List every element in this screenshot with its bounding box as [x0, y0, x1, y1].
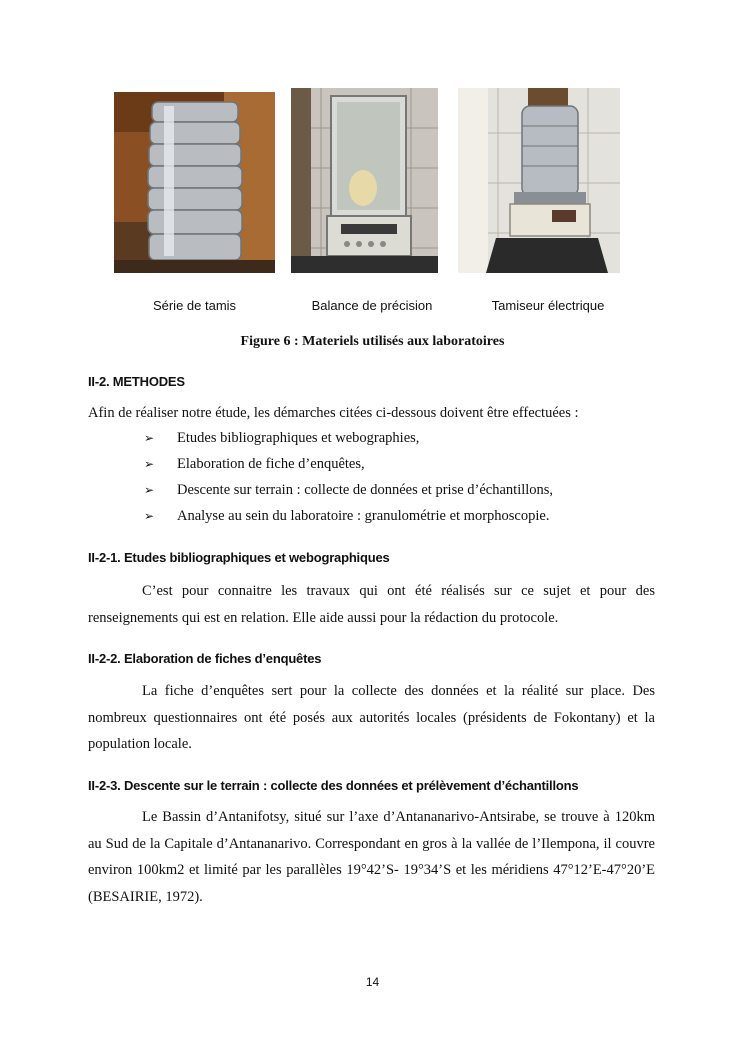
figure-title: Figure 6 : Materiels utilisés aux laboratoires [240, 334, 505, 349]
list-item: ➢ Elaboration de fiche d’enquêtes, [144, 456, 365, 472]
list-item: ➢ Descente sur terrain : collecte de données et prise d’échantillons, [144, 482, 554, 498]
paragraph-2-2: La fiche d’enquêtes sert pour la collecte des données et la réalité sur place. Des nombreux questionnaires ont été posés aux autorités locales (présidents de Fokontany) et la population locale. [88, 683, 655, 752]
paragraph-2-3: Le Bassin d’Antanifotsy, situé sur l’axe d’Antananarivo-Antsirabe, se trouve à 120km au Sud de la Capitale d’Antananarivo. Correspondant en gros à la vallée de l’Ilempona, il couvre environ 100km2 et limité par les parallèles 19°42’S- 19°34’S et les méridiens 47°12’E-47°20’E (BESAIRIE, 1972). [88, 809, 655, 905]
section-heading-methodes: II-2. METHODES [88, 374, 185, 389]
intro-paragraph: Afin de réaliser notre étude, les démarches citées ci-dessous doivent être effectuées : [88, 405, 579, 421]
arrow-bullet-icon: ➢ [144, 509, 155, 523]
electric-sieve-shaker-photo [458, 88, 620, 273]
photo-caption-sieves: Série de tamis [152, 298, 237, 313]
photo-caption-shaker: Tamiseur électrique [491, 298, 605, 313]
section-heading-2-3: II-2-3. Descente sur le terrain : collecte des données et prélèvement d’échantillons [88, 778, 579, 793]
page-number: 14 [365, 975, 380, 989]
arrow-bullet-icon: ➢ [144, 457, 155, 471]
arrow-bullet-icon: ➢ [144, 431, 155, 445]
section-heading-2-2: II-2-2. Elaboration de fiches d’enquêtes [88, 651, 322, 666]
list-item: ➢ Analyse au sein du laboratoire : granulométrie et morphoscopie. [144, 508, 550, 524]
sieve-series-photo [114, 92, 275, 273]
arrow-bullet-icon: ➢ [144, 483, 155, 497]
precision-balance-photo [291, 88, 438, 273]
section-heading-2-1: II-2-1. Etudes bibliographiques et webographiques [88, 550, 390, 565]
photo-caption-balance: Balance de précision [311, 298, 433, 313]
list-item: ➢ Etudes bibliographiques et webographies, [144, 430, 420, 446]
paragraph-2-1: C’est pour connaitre les travaux qui ont été réalisés sur ce sujet et pour des renseignements qui est en relation. Elle aide aussi pour la rédaction du protocole. [88, 583, 655, 626]
